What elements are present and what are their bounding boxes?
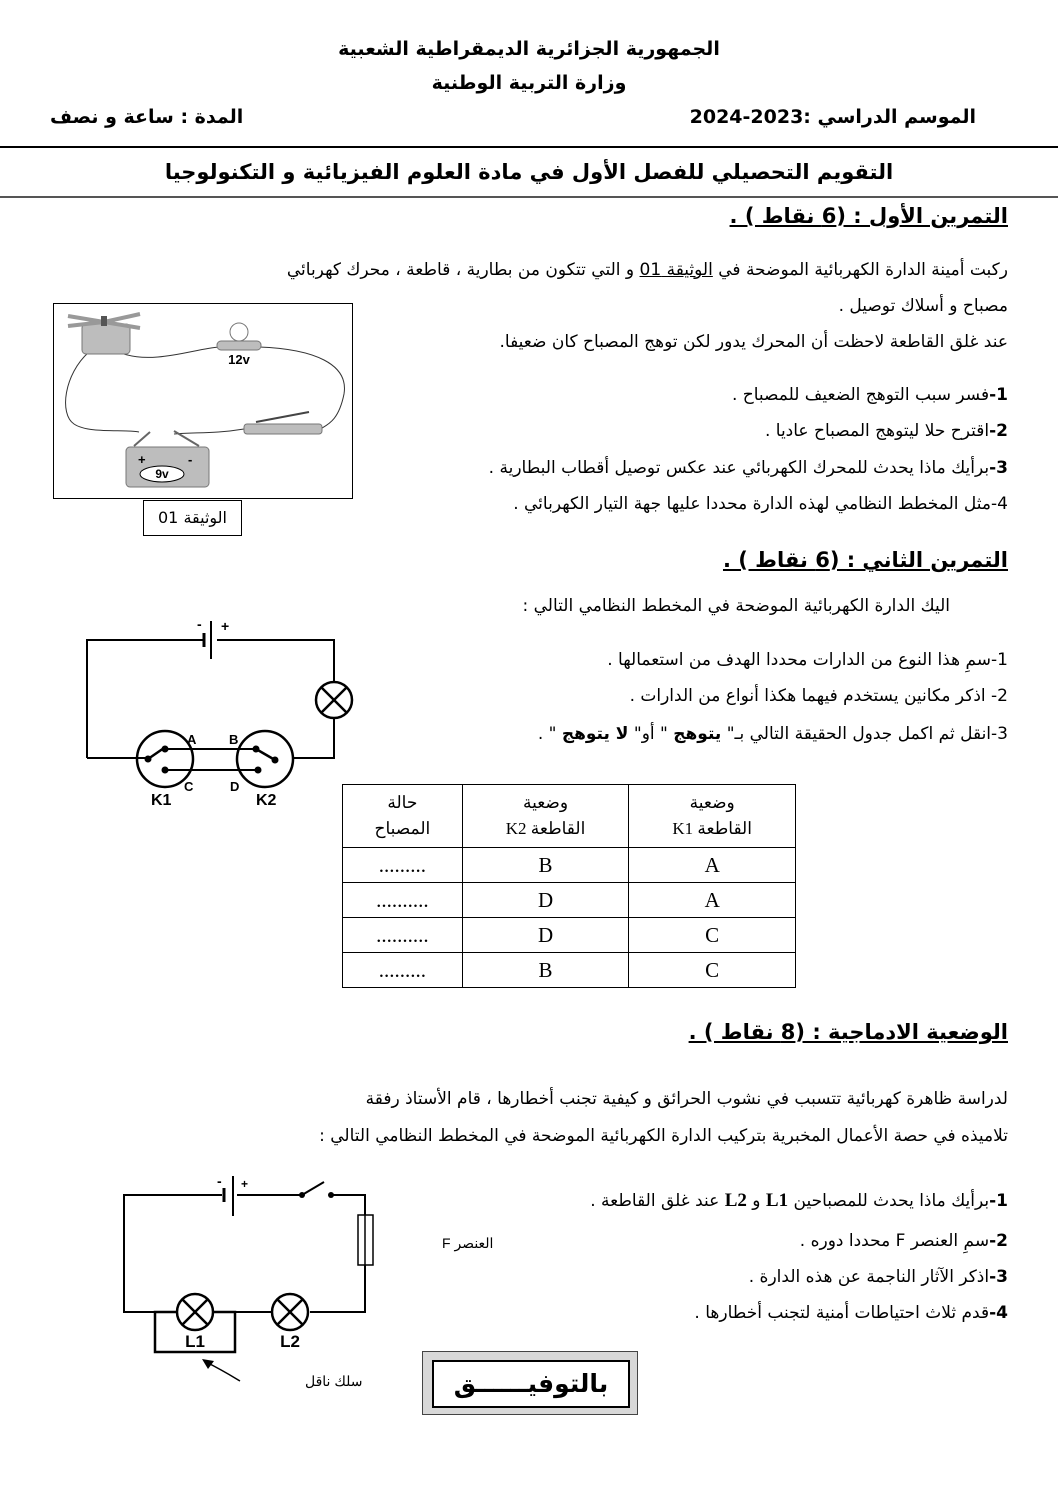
switch-icon: [244, 412, 322, 434]
exam-title: التقويم التحصيلي للفصل الأول في مادة العلوم الفيزيائية و التكنولوجيا: [164, 160, 894, 184]
header-lamp-state: حالة المصباح: [343, 785, 463, 848]
intro-text: و التي تتكون من بطارية ، قاطعة ، محرك كهربائي: [286, 260, 640, 280]
question-text: عند غلق القاطعة .: [590, 1191, 725, 1211]
question-text: 3-انقل ثم اكمل جدول الحقيقة التالي بـ": [721, 724, 1008, 744]
intro-text: ركبت أمينة الدارة الكهربائية الموضحة في: [712, 260, 1008, 280]
cell-k2: D: [462, 918, 629, 953]
question-text: قدم ثلاث احتياطات أمنية لتجنب أخطارها .: [694, 1303, 990, 1323]
cell-k1: A: [629, 883, 796, 918]
good-luck-text: بالتوفيــــــق: [432, 1360, 630, 1408]
exercise1-intro-line1: [287, 258, 1008, 282]
lamp-l1-ref: L1: [765, 1190, 789, 1211]
wire: [310, 1265, 365, 1312]
terminal-a: A: [187, 732, 197, 747]
question-number: 4-: [991, 494, 1008, 514]
two-way-switch-diagram: [70, 605, 370, 809]
arrow-icon: [202, 1359, 240, 1381]
header-k1-position: وضعية القاطعة K1: [629, 785, 796, 848]
open-switch-symbol: [299, 1182, 334, 1198]
wire: [66, 352, 139, 432]
cell-k1: C: [629, 918, 796, 953]
battery-symbol: [197, 616, 229, 659]
question-number: 1-: [989, 385, 1008, 405]
wire: [124, 347, 219, 357]
table-row: [343, 848, 796, 883]
question-number: 2-: [989, 421, 1008, 441]
exercise2-question-3: [538, 722, 1008, 746]
question-text: برأيك ماذا يحدث للمحرك الكهربائي عند عكس توصيل أقطاب البطارية .: [488, 458, 990, 478]
header-divider: [0, 146, 1058, 148]
table-row: [343, 953, 796, 988]
lamp-l2-ref: L2: [724, 1190, 747, 1211]
question-number: 3-: [989, 1267, 1008, 1287]
question-text: برأيك ماذا يحدث للمصباحين: [788, 1191, 990, 1211]
wire: [174, 429, 244, 434]
cell-lamp-state: .........: [343, 953, 463, 988]
terminal-d: D: [230, 779, 240, 794]
ministry-name: وزارة التربية الوطنية: [431, 72, 627, 94]
document-01-caption: الوثيقة 01: [143, 500, 242, 536]
lamp-symbol: [316, 682, 352, 718]
table-row: [343, 883, 796, 918]
question-text: و: [746, 1191, 766, 1211]
battery-minus: -: [188, 452, 193, 467]
cell-k2: B: [462, 953, 629, 988]
integration-intro-line1: لدراسة ظاهرة كهربائية تتسبب في نشوب الحرائق و كيفية تجنب أخطارها ، قام الأستاذ رفقة: [365, 1089, 1008, 1109]
title-divider: [0, 196, 1058, 198]
battery-minus: -: [197, 616, 202, 632]
school-year: الموسم الدراسي :2023-2024: [689, 106, 976, 128]
cell-lamp-state: ..........: [343, 918, 463, 953]
battery-plus: +: [241, 1177, 249, 1191]
wire: [259, 347, 344, 428]
switch-k2-label: K2: [256, 792, 277, 809]
lamp-l2-label: L2: [280, 1332, 300, 1351]
integration-question-3: [749, 1265, 1008, 1289]
integration-intro-line2: تلاميذه في حصة الأعمال المخبرية بتركيب الدارة الكهربائية الموضحة في المخطط النظامي التالي :: [319, 1126, 1008, 1146]
lamp-l1-label: L1: [185, 1332, 205, 1351]
lamp-l1-symbol: [177, 1294, 213, 1330]
integration-question-1: [590, 1189, 1008, 1213]
exercise1-intro-line3: عند غلق القاطعة لاحظت أن المحرك يدور لكن توهج المصباح كان ضعيفا.: [499, 332, 1008, 352]
exercise2-question-2: 2- اذكر مكانين يستخدم فيهما هكذا أنواع من الدارات .: [629, 686, 1008, 706]
wire: [330, 1195, 365, 1215]
wire: [217, 640, 334, 682]
question-number: 2-: [989, 1231, 1008, 1251]
lamp-l2-symbol: [272, 1294, 308, 1330]
exercise1-question-4: [513, 492, 1008, 516]
battery-plus: +: [221, 618, 230, 634]
lamp-icon: [217, 323, 261, 367]
table-row: [343, 918, 796, 953]
lamp-voltage: 12v: [228, 352, 250, 367]
circuit-illustration: [54, 304, 352, 498]
switch-k2-symbol: [237, 731, 293, 787]
answer-option-lit: يتوهج: [673, 724, 722, 744]
document-reference: الوثيقة 01: [639, 260, 713, 280]
wire-label: سلك ناقل: [305, 1373, 363, 1389]
question-text: سمِ العنصر F محددا دوره .: [799, 1231, 990, 1251]
header-k2-position: وضعية القاطعة K2: [462, 785, 629, 848]
cell-lamp-state: .........: [343, 848, 463, 883]
question-text: " أو": [628, 724, 674, 744]
fuse-symbol: [358, 1215, 373, 1265]
question-text: " .: [537, 724, 562, 744]
good-luck-frame: [422, 1351, 638, 1415]
question-text: مثل المخطط النظامي لهذه الدارة محددا عليها جهة التيار الكهربائي .: [513, 494, 992, 514]
switch-k1-label: K1: [151, 792, 172, 809]
cell-k1: A: [629, 848, 796, 883]
exercise1-question-2: [765, 419, 1008, 443]
cell-k2: D: [462, 883, 629, 918]
republic-name: الجمهورية الجزائرية الديمقراطية الشعبية: [338, 38, 720, 60]
cell-lamp-state: ..........: [343, 883, 463, 918]
exam-duration: المدة : ساعة و نصف: [50, 106, 244, 128]
exercise1-question-3: [489, 456, 1008, 480]
motor-icon: [68, 314, 140, 354]
battery-minus: -: [217, 1173, 222, 1189]
exercise1-title: التمرين الأول : (6 نقاط ) .: [729, 204, 1008, 228]
table-header-row: [343, 785, 796, 848]
terminal-b: B: [229, 732, 239, 747]
exercise1-question-1: [732, 383, 1008, 407]
question-text: فسر سبب التوهج الضعيف للمصباح .: [731, 385, 990, 405]
question-number: 4-: [989, 1303, 1008, 1323]
question-number: 1-: [989, 1191, 1008, 1211]
cell-k2: B: [462, 848, 629, 883]
integration-title: الوضعية الادماجية : (8 نقاط ) .: [688, 1020, 1008, 1044]
wire: [124, 1195, 222, 1312]
battery-voltage: 9v: [155, 467, 169, 481]
wire: [293, 718, 334, 758]
answer-option-unlit: لا يتوهج: [561, 724, 629, 744]
question-text: اقترح حلا ليتوهج المصباح عاديا .: [764, 421, 990, 441]
exercise2-intro: اليك الدارة الكهربائية الموضحة في المخطط النظامي التالي :: [522, 596, 950, 616]
exercise2-question-1: 1-سمِ هذا النوع من الدارات محددا الهدف من استعمالها .: [607, 650, 1008, 670]
truth-table: [342, 784, 796, 988]
terminal-c: C: [184, 779, 194, 794]
document-01-figure: [53, 303, 353, 499]
fuse-short-circuit-diagram: [100, 1170, 494, 1400]
question-text: اذكر الآثار الناجمة عن هذه الدارة .: [748, 1267, 990, 1287]
cell-k1: C: [629, 953, 796, 988]
question-number: 3-: [989, 458, 1008, 478]
integration-question-2: [800, 1229, 1008, 1253]
battery-icon: [126, 431, 209, 487]
integration-question-4: [694, 1301, 1008, 1325]
exercise1-intro-line2: مصباح و أسلاك توصيل .: [838, 296, 1008, 316]
element-f-label: العنصر F: [442, 1235, 494, 1251]
exercise2-title: التمرين الثاني : (6 نقاط ) .: [722, 548, 1008, 572]
battery-plus: +: [138, 452, 146, 467]
